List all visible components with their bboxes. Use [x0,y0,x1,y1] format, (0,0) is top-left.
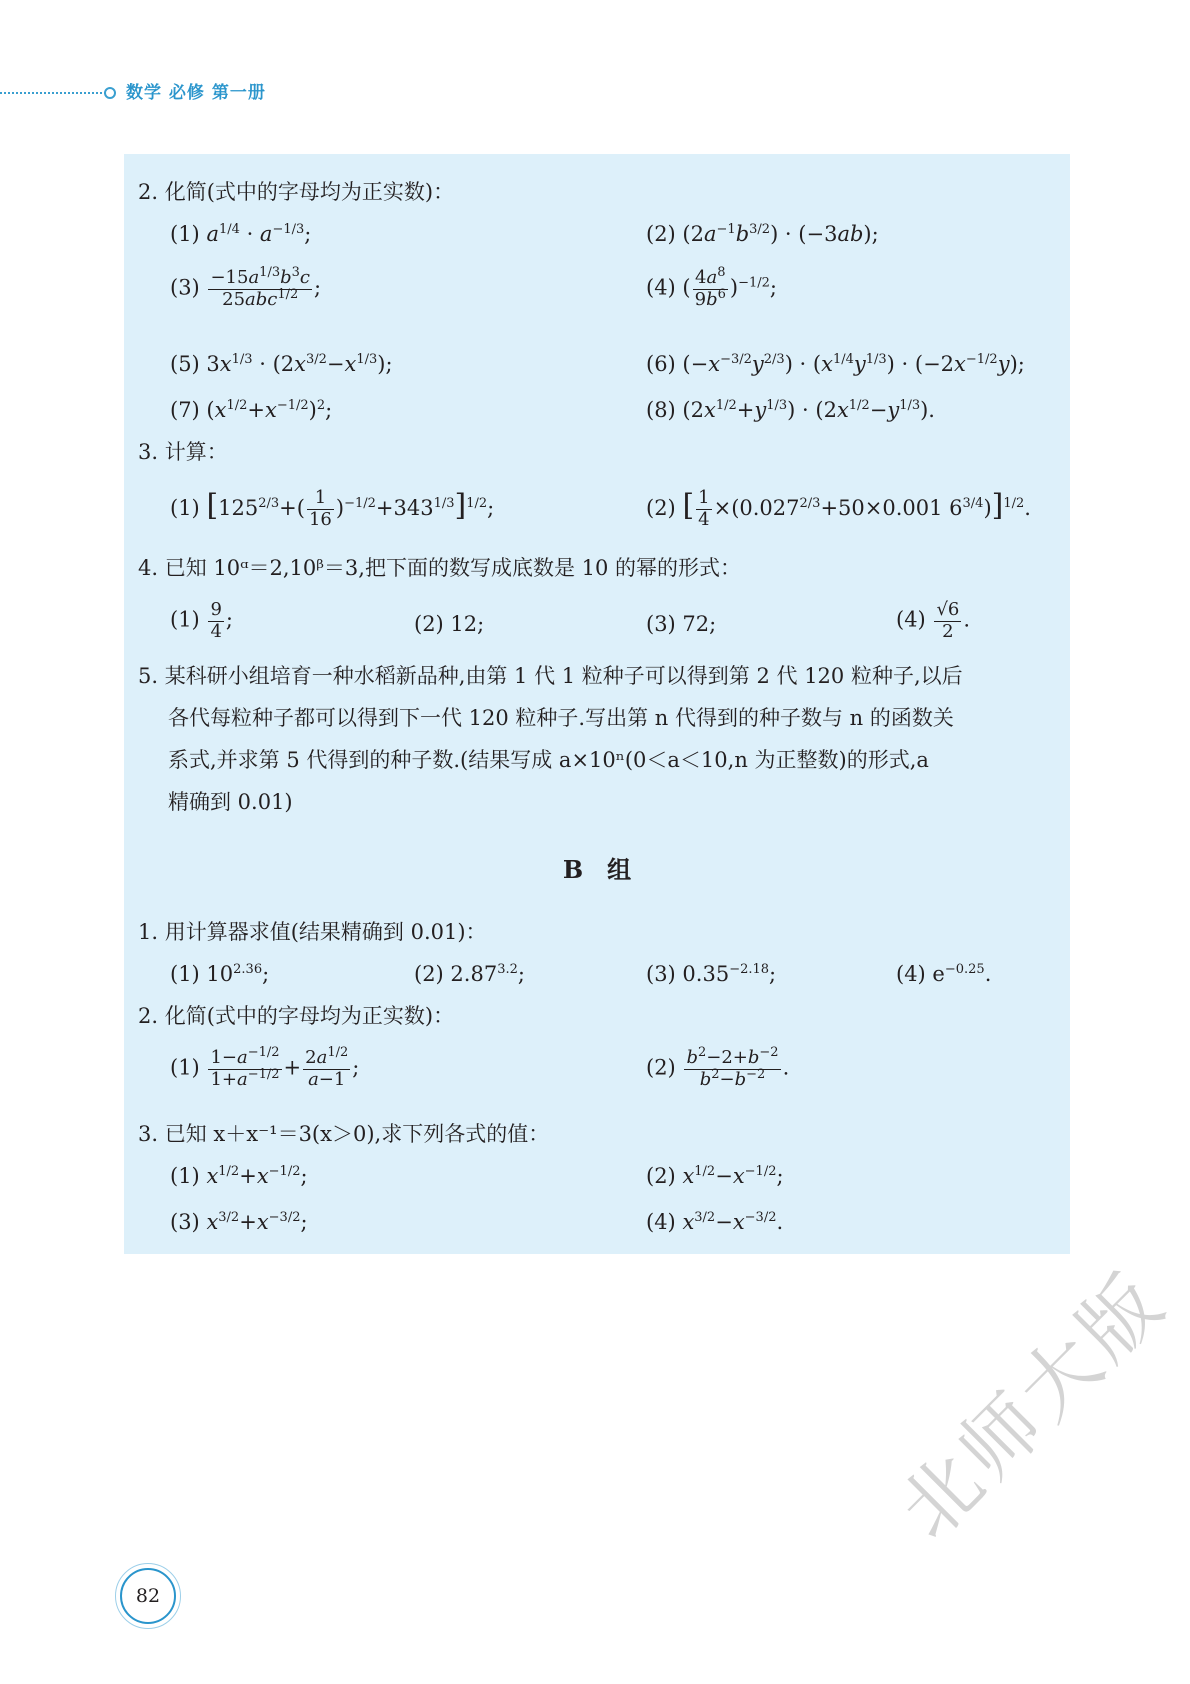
b-q3-title: 3. 已知 x＋x⁻¹＝3(x＞0),求下列各式的值： [138,1122,550,1146]
header-ring-icon [104,87,116,99]
running-header [0,78,330,108]
a-q4-item-1: (1) $\frac{9}{4}$ ; [170,599,233,642]
a-q4-item-3: (3) 72; [646,612,717,636]
a-q2-item-6: (6) $(-x^{-3/2}y^{2/3}) \cdot (x^{1/4}y^{1/3}) \cdot (-2x^{-1/2}y)$; [646,352,1025,376]
b-q2-item-1: (1) $\frac{1-a^{-1/2}}{1+a^{-1/2}}$ + $\frac{2a^{1/2}}{a-1}$ ; [170,1045,360,1090]
a-q2-title: 2. 化简(式中的字母均为正实数)： [138,180,455,204]
b-q3-item-3: (3) $x^{3/2}+x^{-3/2}$; [170,1210,308,1234]
a-q5-line-2: 各代每粒种子都可以得到下一代 120 粒种子.写出第 n 代得到的种子数与 n 的函数关 [168,706,954,730]
b-q1-item-4: (4) $e^{-0.25}$. [896,962,992,986]
b-q2-item-2: (2) $\frac{b^2-2+b^{-2}}{b^2-b^{-2}}$ . [646,1045,790,1090]
a-q2-item-7: (7) $(x^{1/2}+x^{-1/2})^2$; [170,398,333,422]
a-q4-item-4: (4) $\frac{√6}{2}$ . [896,599,971,642]
a-q2-item-2: (2) $(2a^{-1}b^{3/2}) \cdot (-3ab)$; [646,222,879,246]
a-q2-item-5: (5) $3x^{1/3} \cdot (2x^{3/2}-x^{1/3})$; [170,352,393,376]
b-q3-item-2: (2) $x^{1/2}-x^{-1/2}$; [646,1164,784,1188]
a-q3-item-1: (1) [$125^{2/3}+$( $\frac{1}{16}$ )$^{-1/2}+343^{1/3}]^{1/2}$; [170,487,495,530]
b-q1-item-3: (3) $0.35^{-2.18}$; [646,962,777,986]
b-q3-item-4: (4) $x^{3/2}-x^{-3/2}$. [646,1210,784,1234]
b-q1-title: 1. 用计算器求值(结果精确到 0.01)： [138,920,487,944]
a-q2-item-3: (3) $-15a^{1/3}b^3c$ 25abc$^{1/2}$ ; [170,265,322,310]
b-q3-item-1: (1) $x^{1/2}+x^{-1/2}$; [170,1164,308,1188]
a-q2-item-8: (8) $(2x^{1/2}+y^{1/3}) \cdot (2x^{1/2}-y^{1/3})$. [646,398,935,422]
watermark: 北师大版 [882,1255,1184,1557]
a-q5-line-1: 5. 某科研小组培育一种水稻新品种,由第 1 代 1 粒种子可以得到第 2 代 120 粒种子,以后 [138,664,963,688]
a-q5-line-4: 精确到 0.01) [168,790,293,814]
a-q2-item-4: (4) ( $\frac{4a^8}{9b^6}$ )$^{-1/2}$; [646,265,777,310]
b-q1-item-1: (1) $10^{2.36}$; [170,962,270,986]
a-q3-title: 3. 计算： [138,440,228,464]
a-q5-line-3: 系式,并求第 5 代得到的种子数.(结果写成 a×10ⁿ(0＜a＜10,n 为正整数)的形式,a [168,748,929,772]
a-q2-item-1: (1) $a^{1/4} \cdot a^{-1/3}$; [170,222,312,246]
header-dotted-line [0,92,106,94]
b-q2-title: 2. 化简(式中的字母均为正实数)： [138,1004,455,1028]
a-q4-title: 4. 已知 10ᵅ＝2,10ᵝ＝3,把下面的数写成底数是 10 的幂的形式： [138,556,742,580]
page-number: 82 [120,1568,176,1624]
book-title: 数学 必修 第一册 [126,83,266,103]
a-q4-item-2: (2) 12; [414,612,485,636]
a-q3-item-2: (2) [ $\frac{1}{4}$ $\times(0.027^{2/3}+50\times 0.001$ $6^{3/4})]^{1/2}$. [646,487,1031,530]
b-q1-item-2: (2) $2.87^{3.2}$; [414,962,525,986]
group-b-heading: B 组 [562,855,632,884]
